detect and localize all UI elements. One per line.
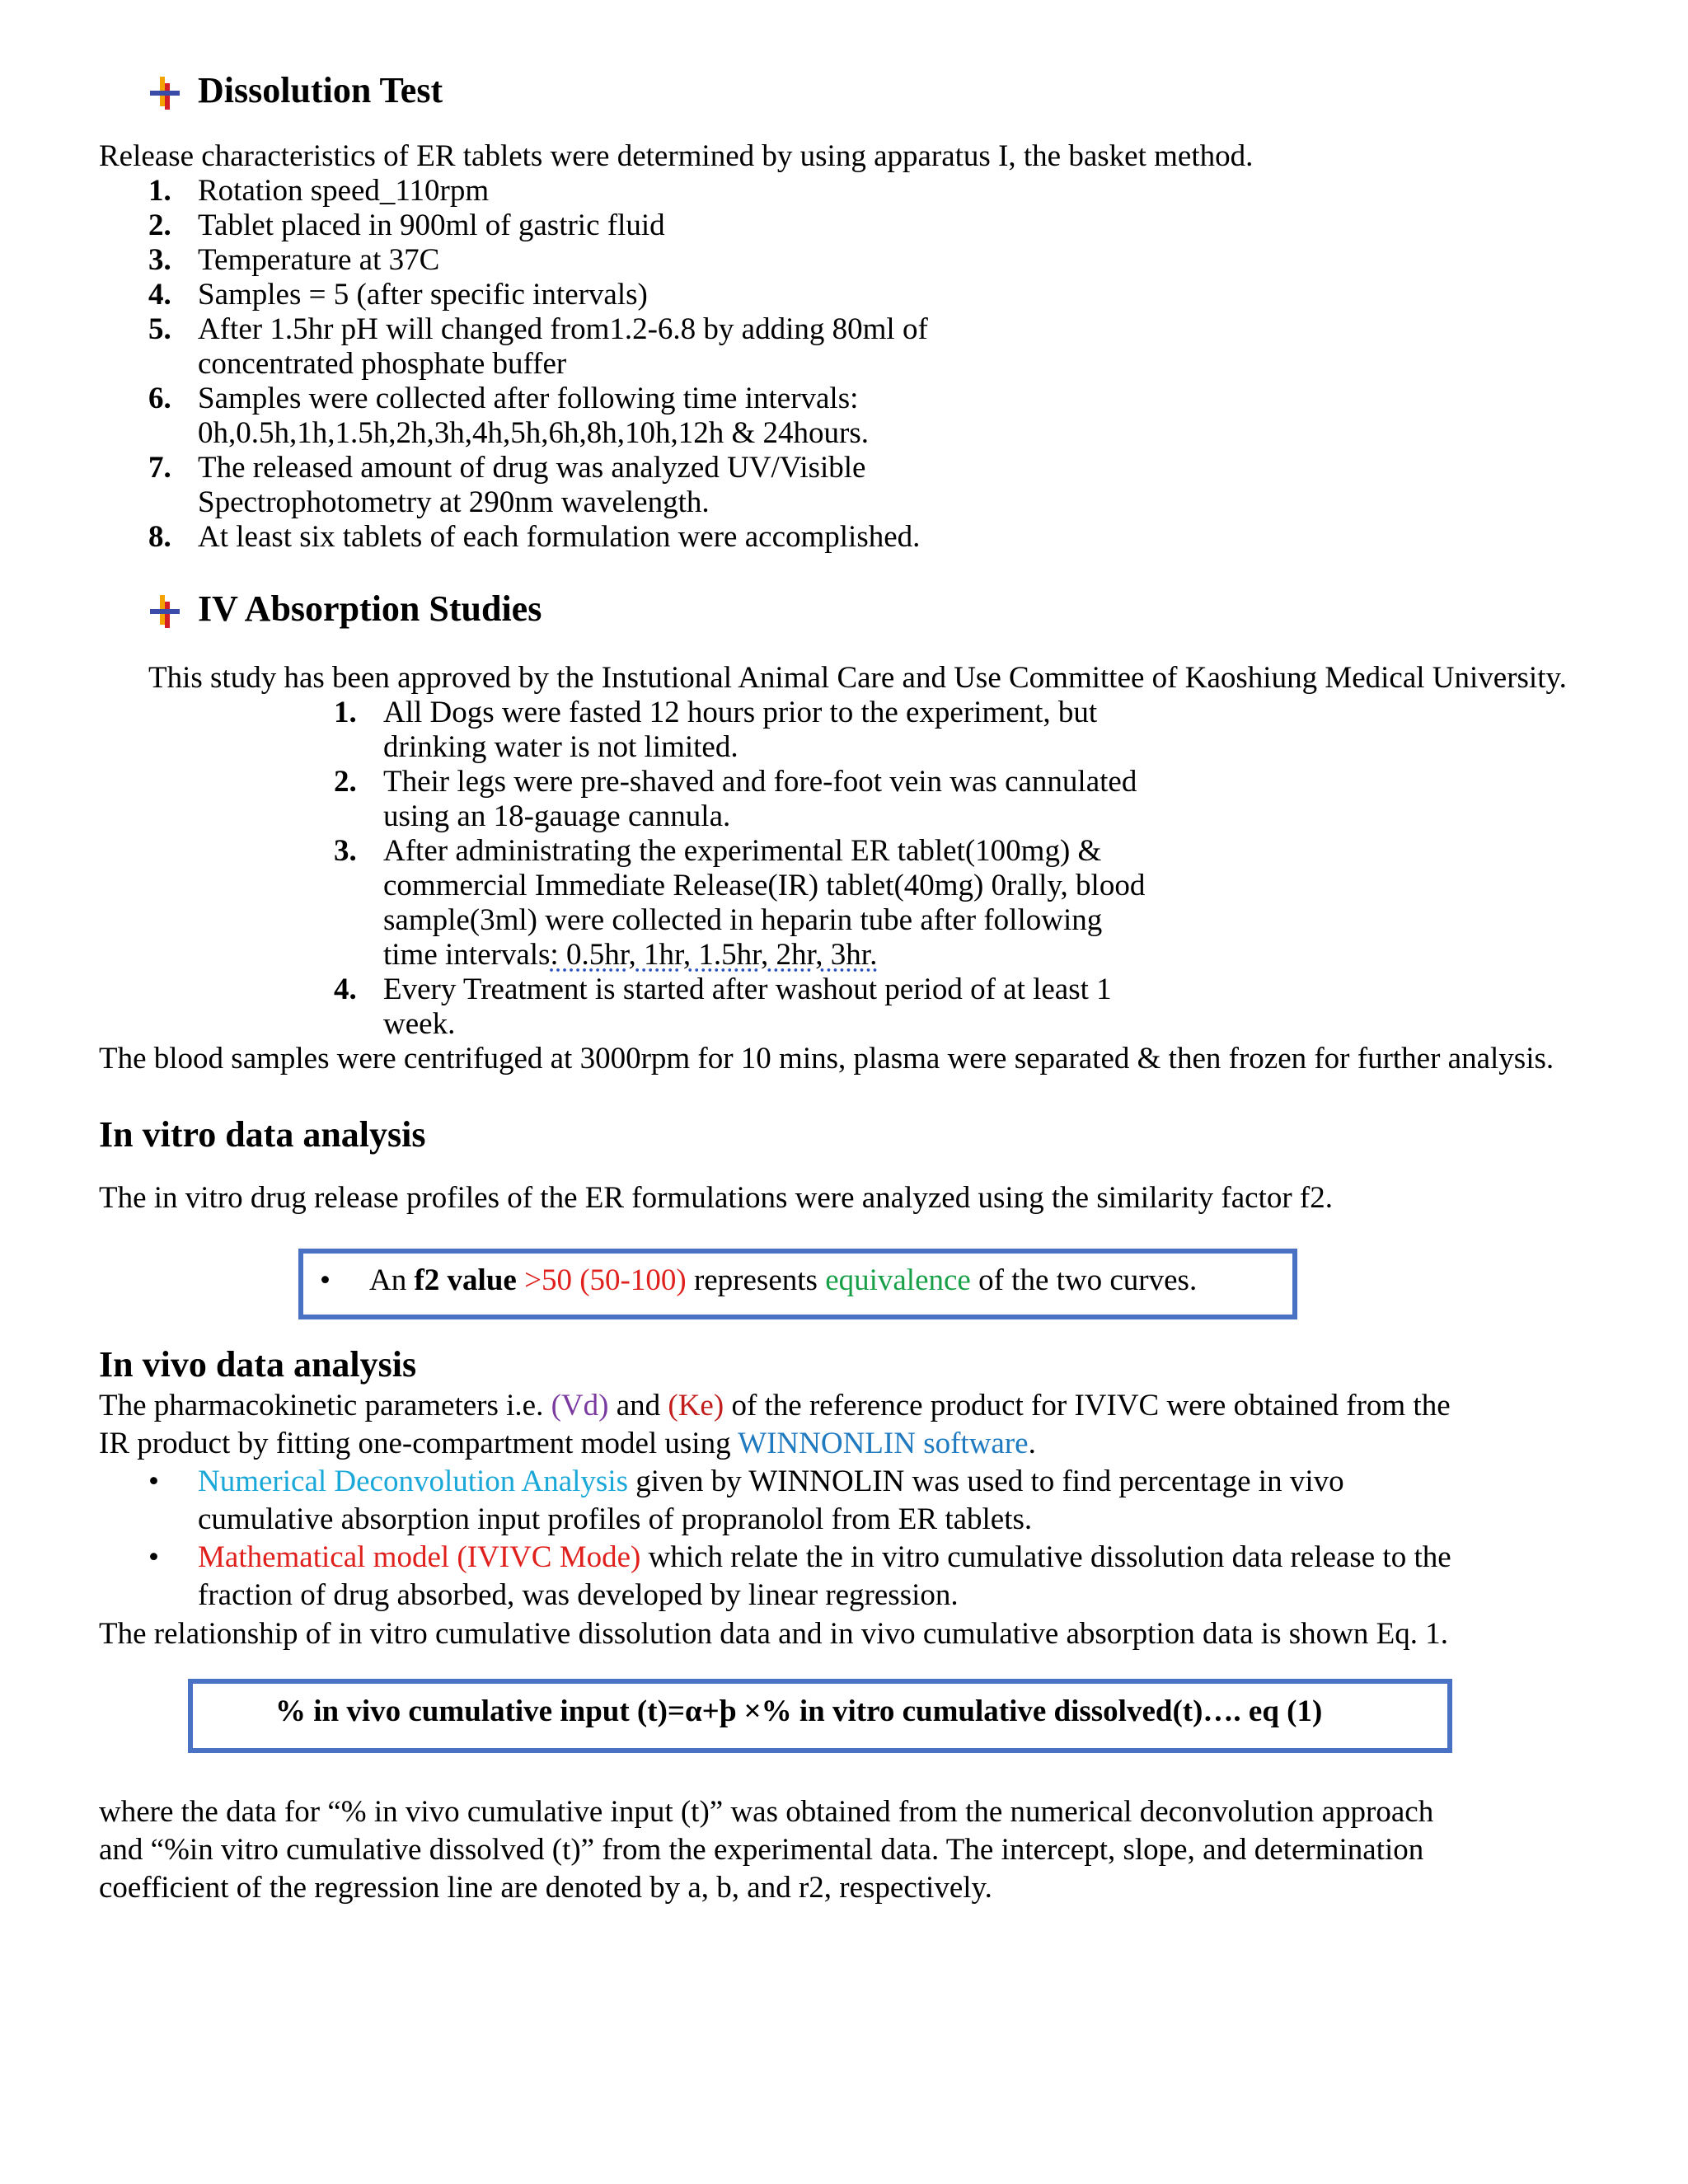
list-item-number: 8.: [148, 520, 171, 554]
list-item-line: commercial Immediate Release(IR) tablet(40mg) 0rally, blood: [383, 869, 1146, 902]
list-item: [148, 278, 928, 312]
list-item-number: 2.: [334, 765, 357, 799]
heading-text: Dissolution Test: [198, 70, 443, 110]
list-item-line: Tablet placed in 900ml of gastric fluid: [198, 209, 665, 242]
list-item: [334, 765, 1145, 834]
list-item-line: Rotation speed_110rpm: [198, 174, 490, 208]
list-item: [148, 209, 928, 243]
list-item-number: 2.: [148, 209, 171, 242]
absorption-outro: The blood samples were centrifuged at 3000rpm for 10 mins, plasma were separated & then frozen for further analysis.: [99, 1042, 1554, 1076]
list-item-line: Spectrophotometry at 290nm wavelength.: [198, 485, 710, 519]
list-item-line: Their legs were pre-shaved and fore-foot vein was cannulated: [383, 765, 1137, 799]
invivo-heading: In vivo data analysis: [99, 1344, 417, 1385]
invivo-line-2: IR product by fitting one-compartment model using WINNONLIN software.: [99, 1427, 1036, 1460]
closing-line-2: and “%in vitro cumulative dissolved (t)” from the experimental data. The intercept, slope, and determination: [99, 1833, 1424, 1867]
list-item-line: concentrated phosphate buffer: [198, 347, 567, 381]
list-item-line: Samples = 5 (after specific intervals): [198, 278, 648, 312]
f2-callout-text: • An f2 value >50 (50-100) represents equivalence of the two curves.: [320, 1263, 1198, 1297]
list-item-line: After 1.5hr pH will changed from1.2-6.8 by adding 80ml of: [198, 312, 928, 346]
list-item-number: 1.: [334, 696, 357, 729]
plus-cross-icon: [148, 77, 181, 110]
dissolution-steps-list: [148, 174, 928, 555]
list-item-line: drinking water is not limited.: [383, 730, 738, 764]
invivo-relation: The relationship of in vitro cumulative dissolution data and in vivo cumulative absorption data is shown Eq. 1.: [99, 1617, 1448, 1651]
list-item-line: At least six tablets of each formulation were accomplished.: [198, 520, 921, 554]
list-item-line: The released amount of drug was analyzed UV/Visible: [198, 451, 866, 485]
list-item: [148, 520, 928, 555]
time-intervals-underlined: : 0.5hr, 1hr, 1.5hr, 2hr, 3hr.: [550, 938, 878, 972]
invitro-heading: In vitro data analysis: [99, 1114, 426, 1155]
plus-cross-icon: [148, 595, 181, 628]
list-item-line: week.: [383, 1007, 456, 1041]
list-item-line: Temperature at 37C: [198, 243, 440, 277]
list-item: [148, 174, 928, 209]
bullet-icon: •: [148, 1465, 159, 1498]
invivo-line-1: The pharmacokinetic parameters i.e. (Vd) and (Ke) of the reference product for IVIVC were obtained from the: [99, 1389, 1451, 1422]
list-item: [148, 451, 928, 520]
bullet-icon: •: [148, 1540, 159, 1574]
heading-text: IV Absorption Studies: [198, 588, 542, 629]
list-item-number: 4.: [334, 972, 357, 1006]
list-item-line: Every Treatment is started after washout period of at least 1: [383, 972, 1112, 1006]
list-item-number: 3.: [334, 834, 357, 868]
list-item-line: All Dogs were fasted 12 hours prior to the experiment, but: [383, 696, 1098, 729]
list-item: [334, 834, 1145, 972]
absorption-steps-list: [334, 696, 1145, 1042]
list-item-line: After administrating the experimental ER tablet(100mg) &: [383, 834, 1102, 868]
list-item-number: 3.: [148, 243, 171, 277]
list-item-line: 0h,0.5h,1h,1.5h,2h,3h,4h,5h,6h,8h,10h,12h & 24hours.: [198, 416, 869, 450]
list-item: [334, 972, 1145, 1042]
list-item: [148, 243, 928, 278]
invivo-bullet-list: [148, 1463, 1451, 1615]
invitro-text: The in vitro drug release profiles of the ER formulations were analyzed using the similarity factor f2.: [99, 1181, 1334, 1215]
dissolution-intro: Release characteristics of ER tablets were determined by using apparatus I, the basket method.: [99, 139, 1254, 173]
list-item-number: 6.: [148, 382, 171, 415]
list-item-line: sample(3ml) were collected in heparin tube after following: [383, 903, 1103, 937]
list-item-line: time intervals: 0.5hr, 1hr, 1.5hr, 2hr, 3hr.: [383, 938, 878, 972]
equation-text: % in vivo cumulative input (t)=α+þ ×% in vitro cumulative dissolved(t)…. eq (1): [275, 1694, 1323, 1728]
list-item-number: 4.: [148, 278, 171, 312]
list-item: [148, 312, 928, 382]
absorption-intro: This study has been approved by the Instutional Animal Care and Use Committee of Kaoshiung Medical University.: [148, 661, 1567, 695]
list-item-number: 1.: [148, 174, 171, 208]
list-item-line: Samples were collected after following time intervals:: [198, 382, 859, 415]
list-item-number: 7.: [148, 451, 171, 485]
list-item: • Mathematical model (IVIVC Mode) which relate the in vitro cumulative dissolution data release to the fraction of drug absorbed, was developed by linear regression.: [148, 1540, 1451, 1612]
list-item: [148, 382, 928, 451]
list-item-line: using an 18-gauage cannula.: [383, 799, 731, 833]
list-item: • Numerical Deconvolution Analysis given by WINNOLIN was used to find percentage in vivo cumulative absorption input profiles of propranolol from ER tablets.: [148, 1465, 1344, 1536]
closing-line-1: where the data for “% in vivo cumulative input (t)” was obtained from the numerical deconvolution approach: [99, 1795, 1434, 1829]
list-item: [334, 696, 1145, 765]
closing-line-3: coefficient of the regression line are denoted by a, b, and r2, respectively.: [99, 1871, 992, 1905]
list-item-number: 5.: [148, 312, 171, 346]
